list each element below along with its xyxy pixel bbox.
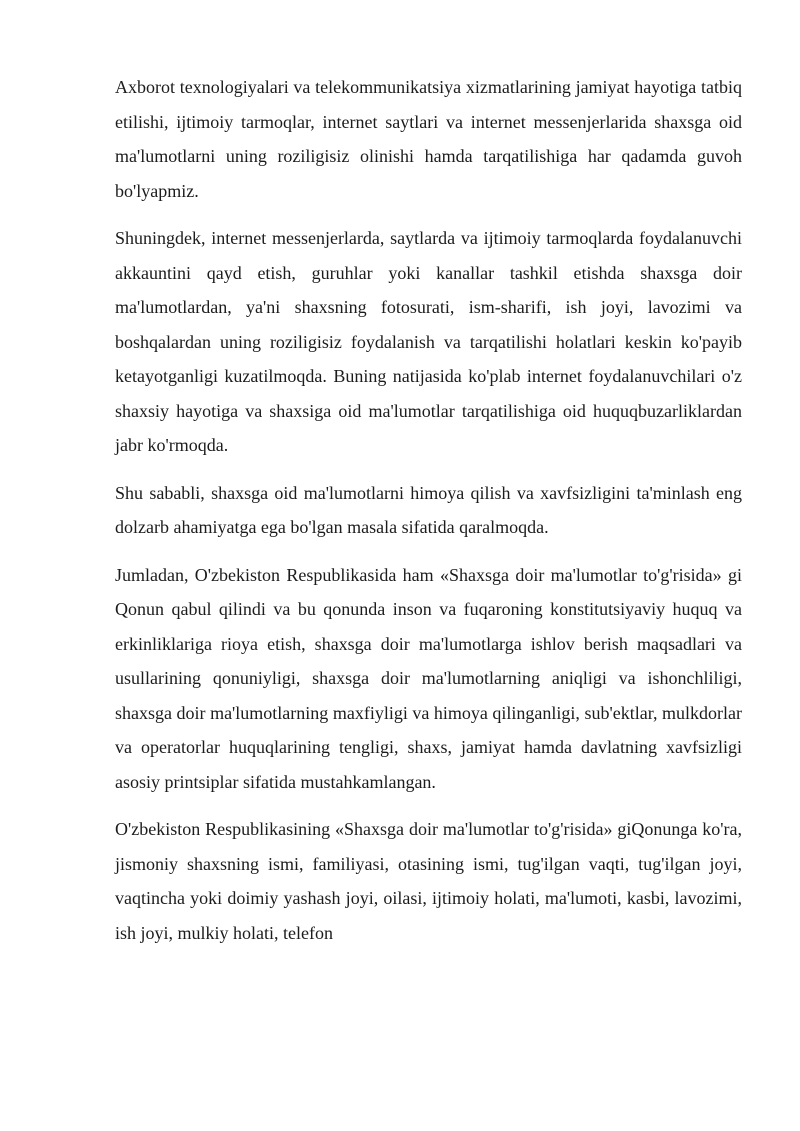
paragraph-reason: Shu sababli, shaxsga oid ma'lumotlarni himoya qilish va xavfsizligini ta'minlash eng dolzarb ahamiyatga ega bo'lgan masala sifatida qaralmoqda. <box>115 482 742 537</box>
document-page <box>115 70 742 963</box>
paragraph-intro: Axborot texnologiyalari va telekommunikatsiya xizmatlarining jamiyat hayotiga tatbiq etilishi, ijtimoiy tarmoqlar, internet saytlari va internet messenjerlarida shaxsga oid ma'lumotlarni uning roziligisiz olinishi hamda tarqatilishiga har qadamda guvoh bo'lyapmiz. <box>115 77 742 201</box>
paragraph-law: Jumladan, O'zbekiston Respublikasida ham «Shaxsga doir ma'lumotlar to'g'risida» gi Qonun qabul qilindi va bu qonunda inson va fuqaroning konstitutsiyaviy huquq va erkinliklariga rioya etish, shaxsga doir ma'lumotlarga ishlov berish maqsadlari va usullarining qonuniyligi, shaxsga doir ma'lumotlarning aniqligi va ishonchliligi, shaxsga doir ma'lumotlarning maxfiyligi va himoya qilinganligi, sub'ektlar, mulkdorlar va operatorlar huquqlarining tengligi, shaxs, jamiyat hamda davlatning xavfsizligi asosiy printsiplar sifatida mustahkamlangan. <box>115 564 742 792</box>
paragraph-messengers: Shuningdek, internet messenjerlarda, saytlarda va ijtimoiy tarmoqlarda foydalanuvchi akkauntini qayd etish, guruhlar yoki kanallar tashkil etishda shaxsga doir ma'lumotlardan, ya'ni shaxsning fotosurati, ism-sharifi, ish joyi, lavozimi va boshqalardan uning roziligisiz foydalanish va tarqatilishi holatlari keskin ko'payib ketayotganligi kuzatilmoqda. Buning natijasida ko'plab internet foydalanuvchilari o'z shaxsiy hayotiga va shaxsiga oid ma'lumotlar tarqatilishiga oid huquqbuzarliklardan jabr ko'rmoqda. <box>115 228 742 455</box>
paragraph-definition: O'zbekiston Respublikasining «Shaxsga doir ma'lumotlar to'g'risida» giQonunga ko'ra, jismoniy shaxsning ismi, familiyasi, otasining ismi, tug'ilgan vaqti, tug'ilgan joyi, vaqtincha yoki doimiy yashash joyi, oilasi, ijtimoiy holati, ma'lumoti, kasbi, lavozimi, ish joyi, mulkiy holati, telefon <box>115 819 742 943</box>
